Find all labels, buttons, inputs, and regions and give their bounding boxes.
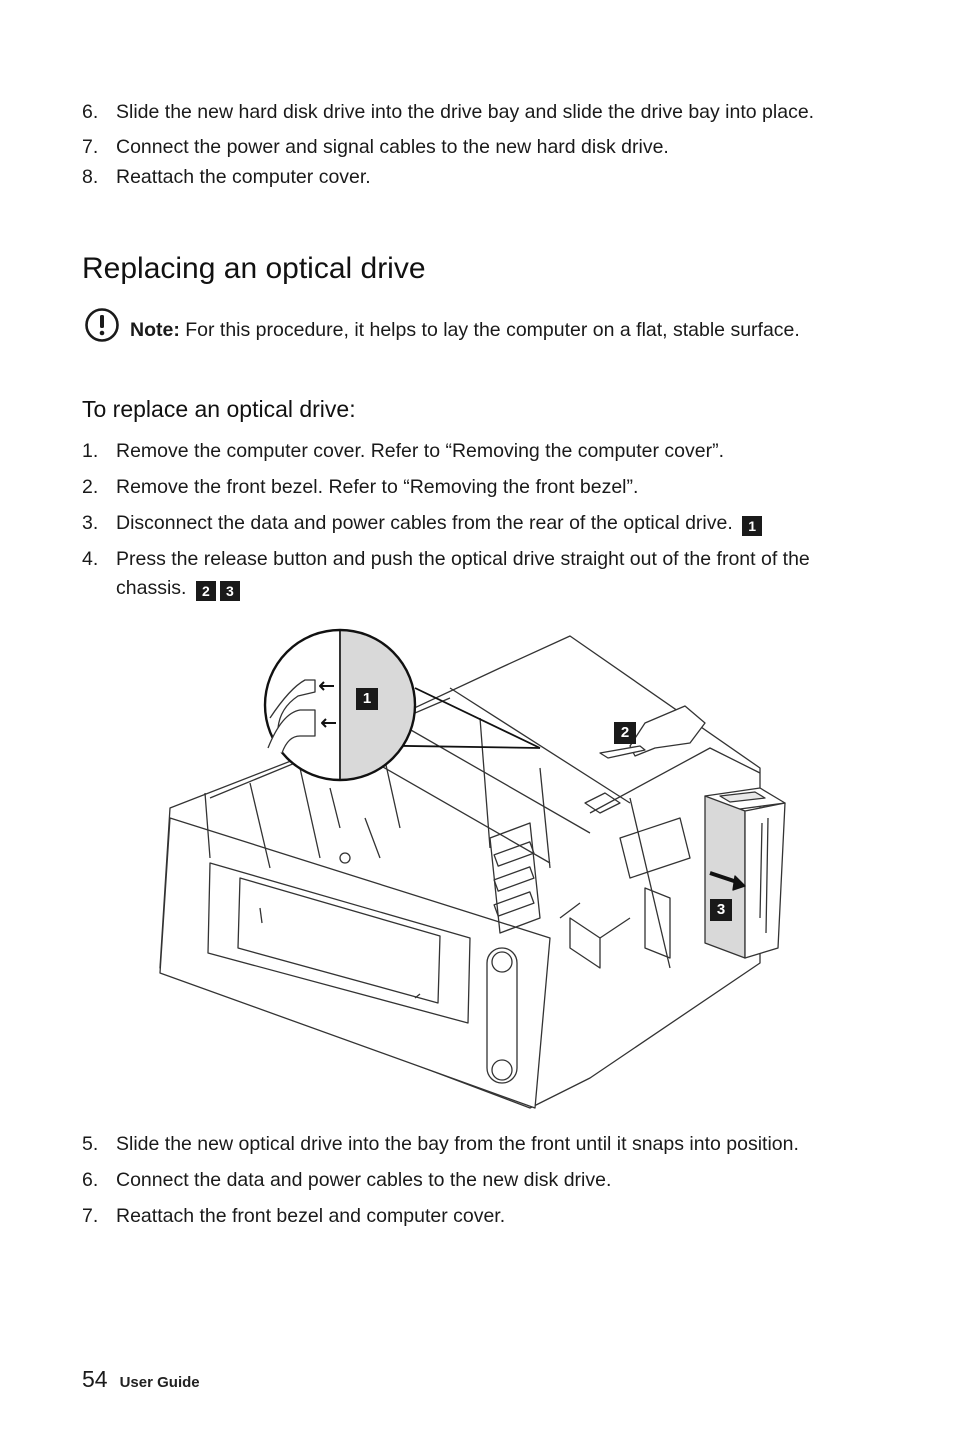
list-item: [82, 545, 872, 603]
steps-main-list: [82, 437, 872, 603]
page-footer: [82, 1366, 200, 1393]
note-label: Note:: [130, 319, 180, 341]
callout-badge: 1: [742, 516, 762, 536]
list-item: [82, 1166, 872, 1195]
list-item: [82, 1202, 872, 1231]
step-number: 6.: [82, 101, 99, 123]
step-text: Remove the front bezel. Refer to “Removing the front bezel”.: [116, 476, 639, 498]
step-text: Slide the new optical drive into the bay from the front until it snaps into position.: [116, 1133, 799, 1155]
list-item: [82, 98, 872, 127]
step-number: 6.: [82, 1169, 99, 1191]
step-number: 2.: [82, 476, 99, 498]
callout-badge: 3: [220, 581, 240, 601]
callout-3: 3: [710, 899, 732, 921]
step-number: 7.: [82, 136, 99, 158]
step-text: Slide the new hard disk drive into the drive bay and slide the drive bay into place.: [116, 101, 815, 123]
section-title: Replacing an optical drive: [82, 252, 426, 285]
step-number: 4.: [82, 548, 99, 570]
step-number: 1.: [82, 440, 99, 462]
step-number: 7.: [82, 1205, 99, 1227]
note-text: [130, 315, 830, 345]
step-text: Reattach the computer cover.: [116, 166, 371, 188]
step-number: 3.: [82, 512, 99, 534]
steps-top-list: [82, 98, 872, 192]
step-text: Reattach the front bezel and computer cover.: [116, 1205, 506, 1227]
callout-2: 2: [614, 722, 636, 744]
step-text: Press the release button and push the optical drive straight out of the front of the chassis.: [116, 548, 810, 599]
list-item: [82, 163, 872, 192]
optical-drive-illustration: [150, 618, 790, 1123]
step-text: Remove the computer cover. Refer to “Removing the computer cover”.: [116, 440, 725, 462]
step-text: Disconnect the data and power cables from the rear of the optical drive.: [116, 512, 733, 534]
step-number: 5.: [82, 1133, 99, 1155]
step-text: Connect the data and power cables to the new disk drive.: [116, 1169, 612, 1191]
step-number: 8.: [82, 166, 99, 188]
footer-title: User Guide: [119, 1374, 200, 1391]
note-body: For this procedure, it helps to lay the computer on a flat, stable surface.: [179, 319, 800, 341]
page-number: 54: [82, 1366, 108, 1392]
step-text: Connect the power and signal cables to the new hard disk drive.: [116, 136, 669, 158]
attention-icon: [84, 307, 120, 348]
list-item: [82, 473, 872, 502]
callout-badge: 2: [196, 581, 216, 601]
steps-bottom-list: [82, 1130, 872, 1231]
procedure-title: To replace an optical drive:: [82, 396, 356, 422]
list-item: [82, 509, 872, 538]
list-item: [82, 437, 872, 466]
list-item: [82, 133, 872, 162]
list-item: [82, 1130, 872, 1159]
callout-1: 1: [356, 688, 378, 710]
